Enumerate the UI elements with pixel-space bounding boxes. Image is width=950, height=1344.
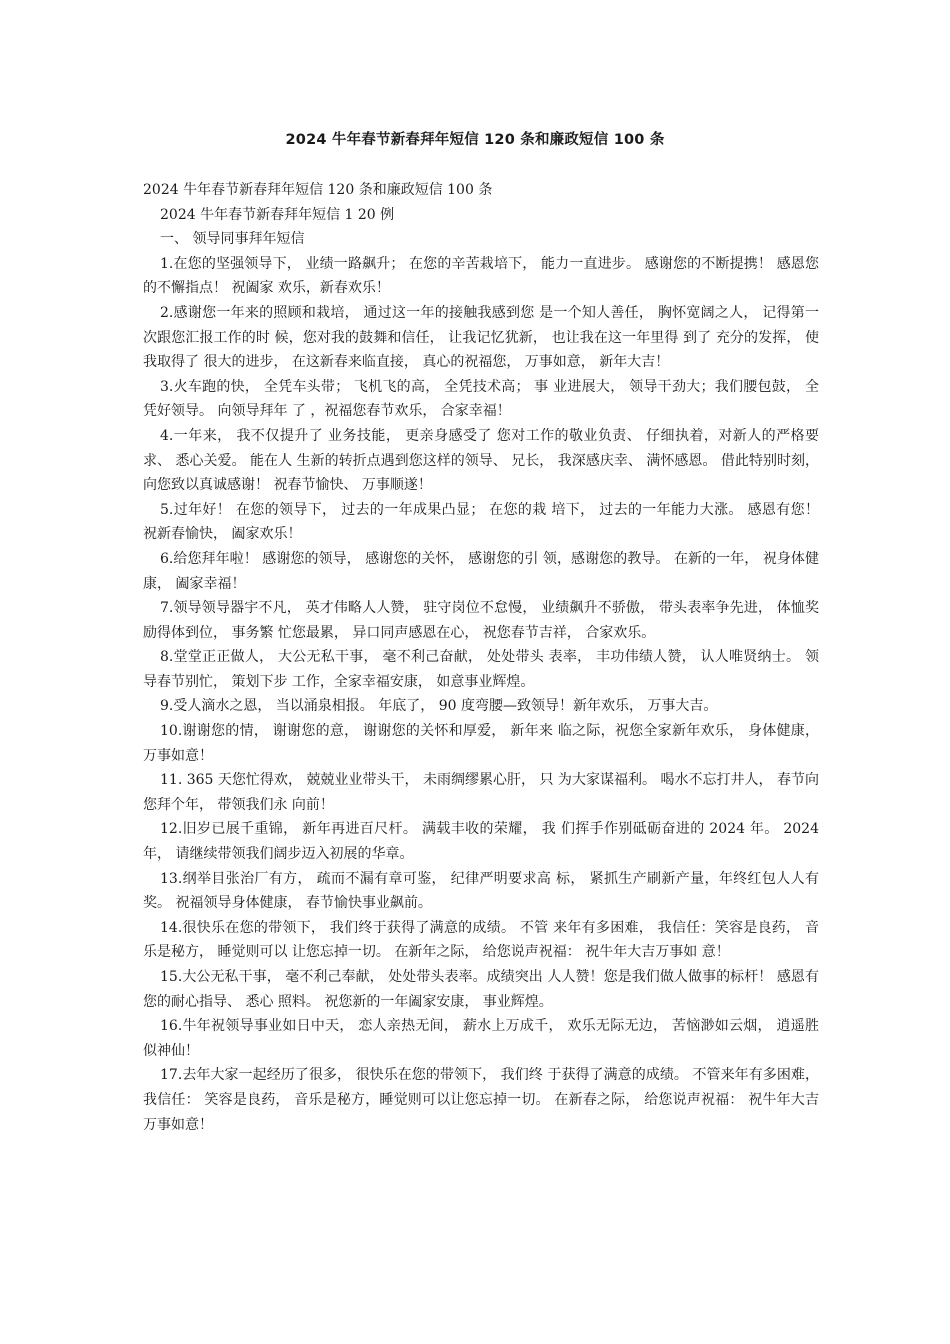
- message-item: 11. 365 天您忙得欢， 兢兢业业带头干， 未雨绸缪累心肝， 只 为大家谋福利。 喝水不忘打井人， 春节向您拜个年， 带领我们永 向前！: [143, 772, 819, 813]
- message-item: 7.领导领导器宇不凡， 英才伟略人人赞， 驻守岗位不怠慢， 业绩飙升不骄傲， 带头表率争先进， 体恤奖励得体到位， 事务繁 忙您最累， 异口同声感恩在心， 祝您春节吉祥， 合家欢乐。: [143, 600, 819, 641]
- message-item: 8.堂堂正正做人， 大公无私干事， 毫不利己奋献， 处处带头 表率， 丰功伟绩人赞， 认人唯贤纳士。 领导春节别忙， 策划下步 工作，全家幸福安康， 如意事业辉煌。: [143, 649, 819, 690]
- message-item: 12.旧岁已展千重锦， 新年再进百尺杆。 满载丰收的荣耀， 我 们挥手作别砥砺奋进的 2024 年。 2024 年， 请继续带领我们阔步迈入初展的华章。: [143, 821, 819, 863]
- message-item: 6.给您拜年啦！ 感谢您的领导， 感谢您的关怀， 感谢您的引 领，感谢您的教导。 在新的一年， 祝身体健康， 阖家幸福！: [143, 550, 819, 592]
- content-subheading: 2024 牛年春节新春拜年短信 1 20 例: [160, 206, 395, 223]
- document-title: 2024 牛年春节新春拜年短信 120 条和廉政短信 100 条: [285, 132, 665, 148]
- message-item: 4.一年来， 我不仅提升了 业务技能， 更亲身感受了 您对工作的敬业负责、 仔细执着，对新人的严格要求、 悉心关爱。 能在人 生新的转折点遇到您这样的领导、 兄长， 我深感庆幸、 满怀感恩。 借此特别时刻， 向您致以真诚感谢！ 祝春节愉快、 万事顺遂！: [143, 427, 819, 494]
- message-item: 2.感谢您一年来的照顾和栽培， 通过这一年的接触我感到您 是一个知人善任， 胸怀宽阔之人， 记得第一次跟您汇报工作的时 候，您对我的鼓舞和信任， 让我记忆犹新， 也让我在这一年里得 到了 充分的发挥， 使我取得了 很大的进步， 在这新春来临直接， 真心的祝福您， 万事如意， 新年大吉！: [143, 304, 819, 371]
- message-item: 15.大公无私干事， 毫不利己奉献， 处处带头表率。成绩突出 人人赞！您是我们做人做事的标杆！ 感恩有您的耐心指导、 悉心 照料。 祝您新的一年阖家安康， 事业辉煌。: [143, 969, 819, 1010]
- section-heading: 一、 领导同事拜年短信: [160, 231, 305, 248]
- content-heading: 2024 牛年春节新春拜年短信 120 条和廉政短信 100 条: [143, 182, 493, 198]
- message-item: 3.火车跑的快， 全凭车头带； 飞机飞的高， 全凭技术高； 事 业进展大， 领导干劲大；我们腰包鼓， 全凭好领导。 向领导拜年 了 ，祝福您春节欢乐， 合家幸福！: [143, 378, 819, 420]
- message-item: 10.谢谢您的情， 谢谢您的意， 谢谢您的关怀和厚爱， 新年来 临之际，祝您全家新年欢乐， 身体健康， 万事如意！: [143, 723, 819, 764]
- message-item: 9.受人滴水之恩， 当以涌泉相报。 年底了， 90 度弯腰—致领导！新年欢乐， 万事大吉。: [160, 698, 718, 715]
- message-item: 16.牛年祝领导事业如日中天， 恋人亲热无间， 薪水上万成千， 欢乐无际无边， 苦恼渺如云烟， 逍遥胜似神仙！: [143, 1018, 819, 1059]
- message-item: 1.在您的坚强领导下， 业绩一路飙升； 在您的辛苦栽培下， 能力一直进步。 感谢您的不断提携！ 感恩您的不懈指点！ 祝阖家 欢乐，新春欢乐！: [143, 255, 819, 297]
- message-item: 17.去年大家一起经历了很多， 很快乐在您的带领下， 我们终 于获得了满意的成绩。 不管来年有多困难， 我信任： 笑容是良药， 音乐是秘方，睡觉则可以让您忘掉一切。 在新春之际， 给您说声祝福： 祝牛年大吉万事如意！: [143, 1067, 819, 1133]
- message-item: 5.过年好！ 在您的领导下， 过去的一年成果凸显； 在您的栽 培下， 过去的一年能力大涨。 感恩有您！ 祝新春愉快， 阖家欢乐！: [143, 501, 819, 543]
- document-body: [143, 178, 819, 1137]
- message-item: 14.很快乐在您的带领下， 我们终于获得了满意的成绩。 不管 来年有多困难， 我信任：笑容是良药， 音乐是秘方， 睡觉则可以 让您忘掉一切。 在新年之际， 给您说声祝福： 祝牛年大吉万事如 意！: [143, 919, 819, 961]
- message-item: 13.纲举目张治厂有方， 疏而不漏有章可鉴， 纪律严明要求高 标， 紧抓生产刷新产量，年终红包人人有奖。 祝福领导身体健康， 春节愉快事业飙前。: [143, 870, 819, 912]
